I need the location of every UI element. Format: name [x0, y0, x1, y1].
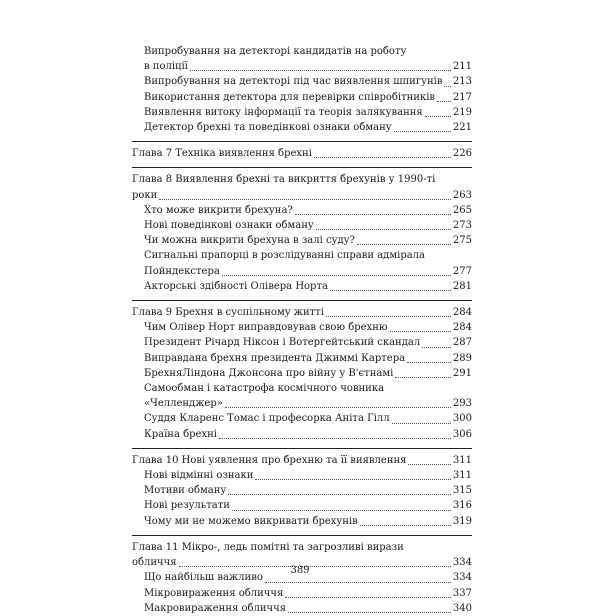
toc-entry-line: Самообман і катастрофа космічного човника: [144, 383, 385, 395]
toc-entry: [132, 248, 472, 278]
dot-leader: [394, 131, 451, 132]
toc-entry-title: Нові відмінні ознаки: [144, 470, 254, 482]
toc-entry-title: Суддя Кларенс Томас і професорка Аніта Гілл: [144, 413, 390, 425]
toc-entry: [132, 44, 472, 74]
toc-entry-title: Макровираження обличчя: [144, 602, 287, 614]
dot-leader: [255, 479, 450, 480]
toc-entry-row: [132, 59, 472, 74]
chapter-entry-title: роки: [132, 189, 158, 201]
toc-entry-title: Країна брехні: [144, 428, 217, 440]
dot-leader: [392, 423, 451, 424]
chapter-entry-page: 334: [452, 557, 472, 569]
toc-entry: [132, 120, 472, 135]
toc-entry-title: Виявлення витоку інформації та теорія залякування: [144, 106, 423, 118]
chapter-entry-title: обличчя: [132, 557, 177, 569]
chapter-entry-page: 263: [452, 189, 472, 201]
toc-entry-row: [132, 396, 472, 411]
chapter-entry: [132, 453, 472, 468]
toc-entry-page: 211: [452, 61, 472, 73]
page-number: 389: [290, 565, 310, 576]
toc-entry-title: Пойндекстера: [144, 265, 220, 277]
toc-entry: [132, 366, 472, 381]
dot-leader: [285, 597, 451, 598]
chapter-entry: [132, 146, 472, 161]
toc-entry-page: 306: [452, 428, 472, 440]
toc-entry: [132, 586, 472, 601]
toc-entry-page: 281: [452, 280, 472, 292]
toc-entry-page: 265: [452, 204, 472, 216]
toc-entry-title: Чому ми не можемо викривати брехунів: [144, 515, 358, 527]
toc-entry-page: 277: [452, 265, 472, 277]
toc-entry: [132, 411, 472, 426]
chapter-entry-line: Глава 11 Мікро-, ледь помітні та загрозливі вирази: [132, 541, 404, 553]
dot-leader: [422, 347, 451, 348]
dot-leader: [159, 199, 451, 200]
dot-leader: [360, 525, 451, 526]
toc-entry-title: Детектор брехні та поведінкові ознаки обману: [144, 122, 392, 134]
toc-entry-line: Сигнальні прапорці в розслідуванні справи адмірала: [144, 250, 425, 262]
dot-leader: [425, 116, 451, 117]
toc-entry-line: Випробування на детекторі кандидатів на роботу: [144, 46, 407, 57]
toc-entry: [132, 427, 472, 442]
dot-leader: [390, 331, 451, 332]
chapter-separator: [132, 167, 472, 168]
toc-entry-title: Мікровираження обличчя: [144, 587, 284, 599]
toc-entry-title: Хто може викрити брехуна?: [144, 204, 293, 216]
chapter-separator: [132, 300, 472, 301]
chapter-entry-title: Глава 9 Брехня в суспільному житті: [132, 307, 324, 319]
toc-entry-title: Нові поведінкові ознаки обману: [144, 220, 314, 232]
toc-entry-title: Випробування на детекторі під час виявлення шпигунів: [144, 76, 443, 88]
dot-leader: [314, 157, 451, 158]
toc-entry-title: БрехняЛіндона Джонсона про війну у В'єтнамі: [144, 367, 394, 379]
chapter-entry-row: [132, 188, 472, 203]
chapter-entry-title: Глава 7 Техніка виявлення брехні: [132, 148, 312, 160]
toc-entry-page: 316: [452, 500, 472, 512]
toc-entry: [132, 514, 472, 529]
toc-entry-page: 334: [452, 572, 472, 584]
toc-entry-title: Нові результати: [144, 500, 230, 512]
toc-entry-title: Чим Олівер Норт виправдовував свою брехню: [144, 322, 388, 334]
toc-entry-title: Виправдана брехня президента Джиммі Картера: [144, 352, 406, 364]
dot-leader: [437, 101, 451, 102]
toc-entry: [132, 335, 472, 350]
toc-entry-page: 273: [452, 220, 472, 232]
toc-entry-page: 287: [452, 337, 472, 349]
toc-entry-page: 315: [452, 485, 472, 497]
dot-leader: [295, 214, 451, 215]
toc-entry: [132, 203, 472, 218]
toc-entry-title: Чи можна викрити брехуна в залі суду?: [144, 235, 355, 247]
dot-leader: [228, 494, 451, 495]
dot-leader: [395, 377, 451, 378]
toc-entry-title: Використання детектора для перевірки співробітників: [144, 91, 436, 103]
toc-entry-page: 293: [452, 398, 472, 410]
toc-entry: [132, 90, 472, 105]
dot-leader: [222, 275, 451, 276]
chapter-entry-line: Глава 8 Виявлення брехні та викриття брехунів у 1990-ті: [132, 174, 436, 186]
toc-entry-title: в поліції: [144, 61, 188, 73]
toc-entry: [132, 218, 472, 233]
toc-entry-page: 217: [452, 91, 472, 103]
dot-leader: [232, 510, 451, 511]
toc-entry-page: 275: [452, 235, 472, 247]
chapter-separator: [132, 535, 472, 536]
chapter-separator: [132, 141, 472, 142]
toc-entry-title: Президент Річард Ніксон і Вотергейтський скандал: [144, 337, 421, 349]
toc-entry: [132, 279, 472, 294]
dot-leader: [407, 362, 451, 363]
chapter-separator: [132, 448, 472, 449]
toc-entry: [132, 601, 472, 616]
dot-leader: [330, 290, 451, 291]
chapter-entry-page: 226: [452, 148, 472, 160]
toc-entry-page: 289: [452, 352, 472, 364]
toc-entry-title: Що найбільш важливо: [144, 572, 263, 584]
toc-entry: [132, 381, 472, 411]
dot-leader: [288, 612, 451, 613]
toc-entry-page: 221: [452, 122, 472, 134]
toc-entry-title: «Челленджер»: [144, 398, 223, 410]
toc-entry-page: 340: [452, 602, 472, 614]
toc-entry: [132, 320, 472, 335]
dot-leader: [265, 582, 451, 583]
chapter-entry-page: 311: [452, 454, 472, 466]
toc-entry-page: 284: [452, 322, 472, 334]
toc-entry-title: Акторські здібності Олівера Норта: [144, 280, 328, 292]
toc-entry-page: 311: [452, 470, 472, 482]
dot-leader: [219, 438, 451, 439]
toc-entry-page: 213: [452, 76, 472, 88]
toc-entry-page: 300: [452, 413, 472, 425]
toc-entry: [132, 483, 472, 498]
dot-leader: [357, 244, 451, 245]
toc-entry: [132, 351, 472, 366]
chapter-entry: [132, 305, 472, 320]
toc-entry-page: 291: [452, 367, 472, 379]
toc-entry: [132, 105, 472, 120]
table-of-contents: [132, 44, 472, 616]
toc-entry: [132, 233, 472, 248]
toc-entry-row: [132, 264, 472, 279]
toc-entry-page: 337: [452, 587, 472, 599]
dot-leader: [316, 229, 451, 230]
toc-entry-title: Мотиви обману: [144, 485, 227, 497]
toc-entry: [132, 74, 472, 89]
dot-leader: [225, 407, 451, 408]
chapter-entry-page: 284: [452, 307, 472, 319]
toc-entry: [132, 498, 472, 513]
dot-leader: [444, 86, 450, 87]
dot-leader: [326, 316, 451, 317]
toc-entry-page: 219: [452, 106, 472, 118]
toc-entry: [132, 468, 472, 483]
toc-entry-page: 319: [452, 515, 472, 527]
dot-leader: [408, 464, 450, 465]
chapter-entry: [132, 172, 472, 202]
dot-leader: [190, 70, 451, 71]
chapter-entry-title: Глава 10 Нові уявлення про брехню та її виявлення: [132, 454, 407, 466]
